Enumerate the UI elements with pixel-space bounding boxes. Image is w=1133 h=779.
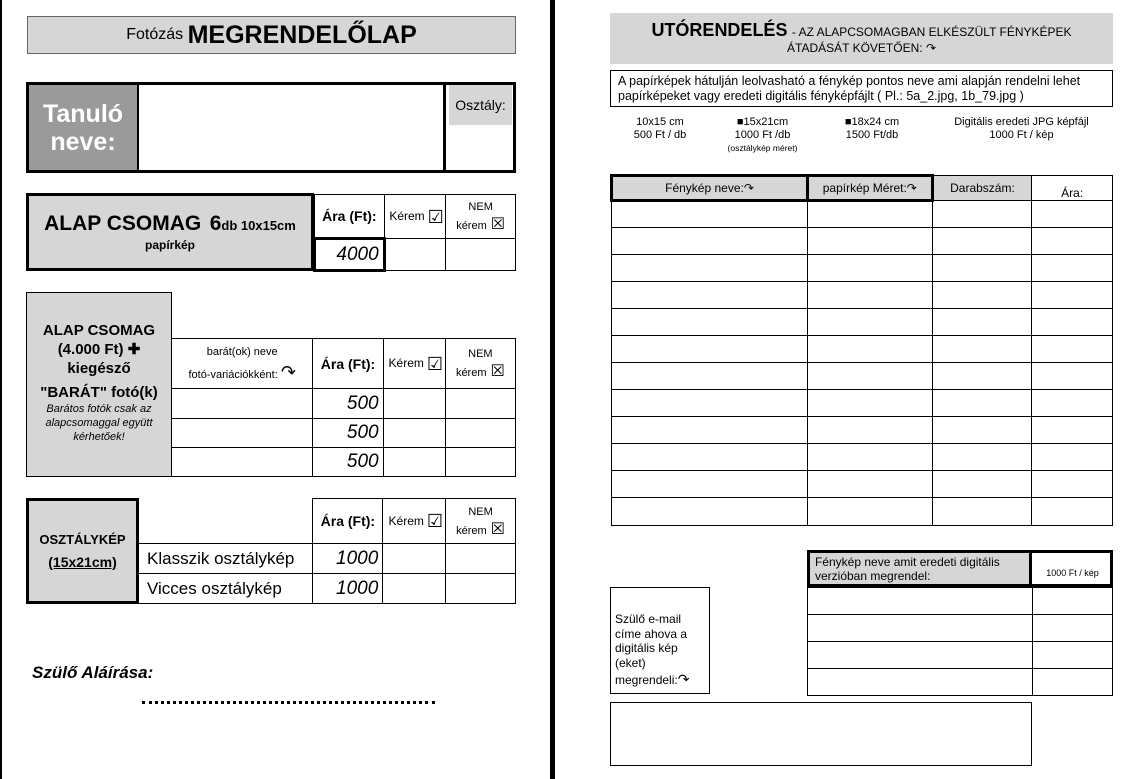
friend-kerem-input[interactable] [383,448,445,477]
price-input[interactable] [1032,444,1113,471]
friend-name-input[interactable] [172,419,313,448]
curved-arrow-icon: ↷ [925,41,936,55]
paper-size-input[interactable] [808,255,933,282]
price-input[interactable] [1032,471,1113,498]
digital-photo-name-input[interactable] [808,669,1033,696]
order-row [612,201,1113,228]
parent-email-label: Szülő e-mail címe ahova a digitális kép (eket) megrendeli:↷ [610,587,710,694]
class-kerem-cell: Kérem ☑ [383,499,446,544]
photo-name-input[interactable] [612,444,808,471]
quantity-input[interactable] [932,309,1032,336]
friend-kerem-input[interactable] [383,419,445,448]
friend-name-input[interactable] [172,448,313,477]
class-label: Osztály: [449,85,512,125]
paper-size-input[interactable] [808,417,933,444]
photo-name-input[interactable] [612,417,808,444]
friend-price: 500 [313,419,383,448]
quantity-input[interactable] [932,498,1032,526]
price-input[interactable] [1032,282,1113,309]
parent-email-field[interactable] [610,702,1032,766]
checkbox-crossed-icon: ☒ [490,363,505,380]
signature-label: Szülő Aláírása: [32,663,154,682]
class-photo-row [139,544,516,574]
reorder-subtitle: - AZ ALAPCSOMAGBAN ELKÉSZÜLT FÉNYKÉPEK [791,25,1072,39]
paper-size-input[interactable] [808,498,933,526]
paper-size-input[interactable] [808,363,933,390]
basic-kerem-cell: Kérem ☑ [384,195,446,239]
photo-name-input[interactable] [612,336,808,363]
basic-package-title: ALAP CSOMAG 6db 10x15cm papírkép [26,193,314,271]
basic-kerem-input[interactable] [384,239,446,271]
col-price: Ára: [1032,176,1113,201]
order-row [612,498,1113,526]
order-row [612,255,1113,282]
paper-size-input[interactable] [808,282,933,309]
reorder-table [610,174,1113,526]
price-input[interactable] [1032,363,1113,390]
friend-kerem-cell: Kérem ☑ [383,339,445,389]
friend-row [172,419,516,448]
class-photo-row [139,574,516,604]
checkbox-crossed-icon: ☒ [490,520,505,538]
paper-size-input[interactable] [808,471,933,498]
header-prefix: Fotózás [126,26,184,43]
basic-nem-input[interactable] [446,239,516,271]
digital-order-table [807,587,1113,696]
class-photo-label: Klasszik osztálykép [139,544,313,574]
digital-order-row [808,642,1113,669]
quantity-input[interactable] [932,363,1032,390]
curved-arrow-icon: ↷ [906,181,917,195]
price-item: ■18x24 cm 1500 Ft/db [844,116,900,141]
paper-size-input[interactable] [808,228,933,255]
left-page-edge [0,0,2,779]
curved-arrow-icon: ↷ [280,362,296,382]
price-input[interactable] [1032,228,1113,255]
photo-name-input[interactable] [612,255,808,282]
student-name-label: Tanuló neve: [29,85,139,170]
paper-size-input[interactable] [808,390,933,417]
basic-price-value: 4000 [315,239,385,271]
quantity-input[interactable] [932,201,1032,228]
digital-order-header [807,550,1113,587]
basic-nem-cell: NEM kérem ☒ [446,195,516,239]
digital-order-row [808,588,1113,615]
photo-name-input[interactable] [612,228,808,255]
col-photo-name: Fénykép neve:↷ [612,176,808,201]
quantity-input[interactable] [932,282,1032,309]
checkbox-checked-icon: ☑ [427,206,444,227]
price-item: Digitális eredeti JPG képfájl 1000 Ft / kép [954,116,1089,141]
digital-price-input[interactable] [1033,615,1113,642]
photo-name-input[interactable] [612,309,808,336]
digital-photo-name-input[interactable] [808,588,1033,615]
quantity-input[interactable] [932,228,1032,255]
digital-order-row [808,615,1113,642]
price-input[interactable] [1032,201,1113,228]
photo-name-input[interactable] [612,363,808,390]
checkbox-checked-icon: ☑ [426,353,443,374]
order-row [612,309,1113,336]
digital-price-input[interactable] [1033,669,1113,696]
order-row [612,282,1113,309]
reorder-header: UTÓRENDELÉS - AZ ALAPCSOMAGBAN ELKÉSZÜLT FÉNYKÉPEK ÁTADÁSÁT KÖVETŐEN: ↷ [610,13,1113,64]
paper-size-input[interactable] [808,309,933,336]
checkbox-checked-icon: ☑ [426,511,443,532]
quantity-input[interactable] [932,255,1032,282]
friend-price: 500 [313,389,383,419]
order-row [612,336,1113,363]
paper-size-input[interactable] [808,201,933,228]
order-row [612,228,1113,255]
class-nem-cell: NEM kérem ☒ [446,499,516,544]
price-input[interactable] [1032,390,1113,417]
reorder-title: UTÓRENDELÉS [651,20,788,40]
checkbox-crossed-icon: ☒ [490,216,506,233]
digital-photo-name-input[interactable] [808,615,1033,642]
photo-name-input[interactable] [612,390,808,417]
price-list [610,116,1113,156]
digital-order-label: Fénykép neve amit eredeti digitális verzióban megrendel: [810,553,1032,584]
class-kerem-input[interactable] [383,574,446,604]
quantity-input[interactable] [932,336,1032,363]
price-input[interactable] [1032,498,1113,526]
col-quantity: Darabszám: [932,176,1032,201]
friend-name-input[interactable] [172,389,313,419]
quantity-input[interactable] [932,471,1032,498]
basic-package-table [313,194,516,272]
friend-nem-cell: NEM kérem ☒ [445,339,515,389]
friend-nem-input[interactable] [445,448,515,477]
order-form-header [27,16,516,54]
class-photo-price: 1000 [313,544,383,574]
reorder-info-box: A papírképek hátulján leolvasható a fénykép pontos neve ami alapján rendelni lehet papírképeket vagy eredeti digitális fényképfájlt ( Pl.: 5a_2.jpg, 1b_79.jpg ) [610,70,1113,107]
signature-line[interactable] [142,700,435,704]
quantity-input[interactable] [932,417,1032,444]
friend-row [172,448,516,477]
digital-photo-name-input[interactable] [808,642,1033,669]
paper-size-input[interactable] [808,336,933,363]
photo-name-input[interactable] [612,282,808,309]
order-row [612,471,1113,498]
digital-price-label: 1000 Ft / kép [1046,568,1099,578]
header-title: MEGRENDELŐLAP [187,20,417,49]
plus-icon: ✚ [127,341,141,358]
student-name-field[interactable] [141,85,446,170]
order-row [612,390,1113,417]
curved-arrow-icon: ↷ [743,181,754,195]
order-row [612,417,1113,444]
quantity-input[interactable] [932,390,1032,417]
photo-name-input[interactable] [612,201,808,228]
class-nem-input[interactable] [446,574,516,604]
order-row [612,444,1113,471]
class-field[interactable] [449,125,512,170]
class-price-label: Ára (Ft): [313,499,383,544]
price-input[interactable] [1032,417,1113,444]
page-divider [550,0,555,779]
paper-size-input[interactable] [808,444,933,471]
class-nem-input[interactable] [446,544,516,574]
friend-row [172,389,516,419]
digital-order-row [808,669,1113,696]
basic-price-label: Ára (Ft): [315,195,385,239]
price-item: 10x15 cm 500 Ft / db [633,116,687,141]
friend-price: 500 [313,448,383,477]
price-input[interactable] [1032,309,1113,336]
friend-kerem-input[interactable] [383,389,445,419]
col-paper-size: papírkép Méret:↷ [808,176,933,201]
photo-name-input[interactable] [612,471,808,498]
digital-price-input[interactable] [1033,588,1113,615]
curved-arrow-icon: ↷ [677,671,690,687]
friend-nem-input[interactable] [445,419,515,448]
student-block [26,82,516,173]
class-photo-price: 1000 [313,574,383,604]
price-item: ■15x21cm 1000 Ft /db (osztálykép méret) [727,116,798,153]
friend-price-label: Ára (Ft): [313,339,383,389]
price-input[interactable] [1032,255,1113,282]
class-kerem-input[interactable] [383,544,446,574]
friend-table [171,338,516,477]
quantity-input[interactable] [932,444,1032,471]
digital-price-input[interactable] [1033,642,1113,669]
photo-name-input[interactable] [612,498,808,526]
order-row [612,363,1113,390]
friend-names-label: barát(ok) neve fotó-variációkként: ↷ [172,339,313,389]
class-photo-title: OSZTÁLYKÉP (15x21cm) [26,498,139,604]
price-input[interactable] [1032,336,1113,363]
class-photo-table [138,498,516,604]
friend-package-title: ALAP CSOMAG (4.000 Ft) ✚ kiegésző "BARÁT" fotó(k) Barátos fotók csak az alapcsomaggal együtt kérhetőek! [26,292,172,477]
class-photo-label: Vicces osztálykép [139,574,313,604]
friend-nem-input[interactable] [445,389,515,419]
